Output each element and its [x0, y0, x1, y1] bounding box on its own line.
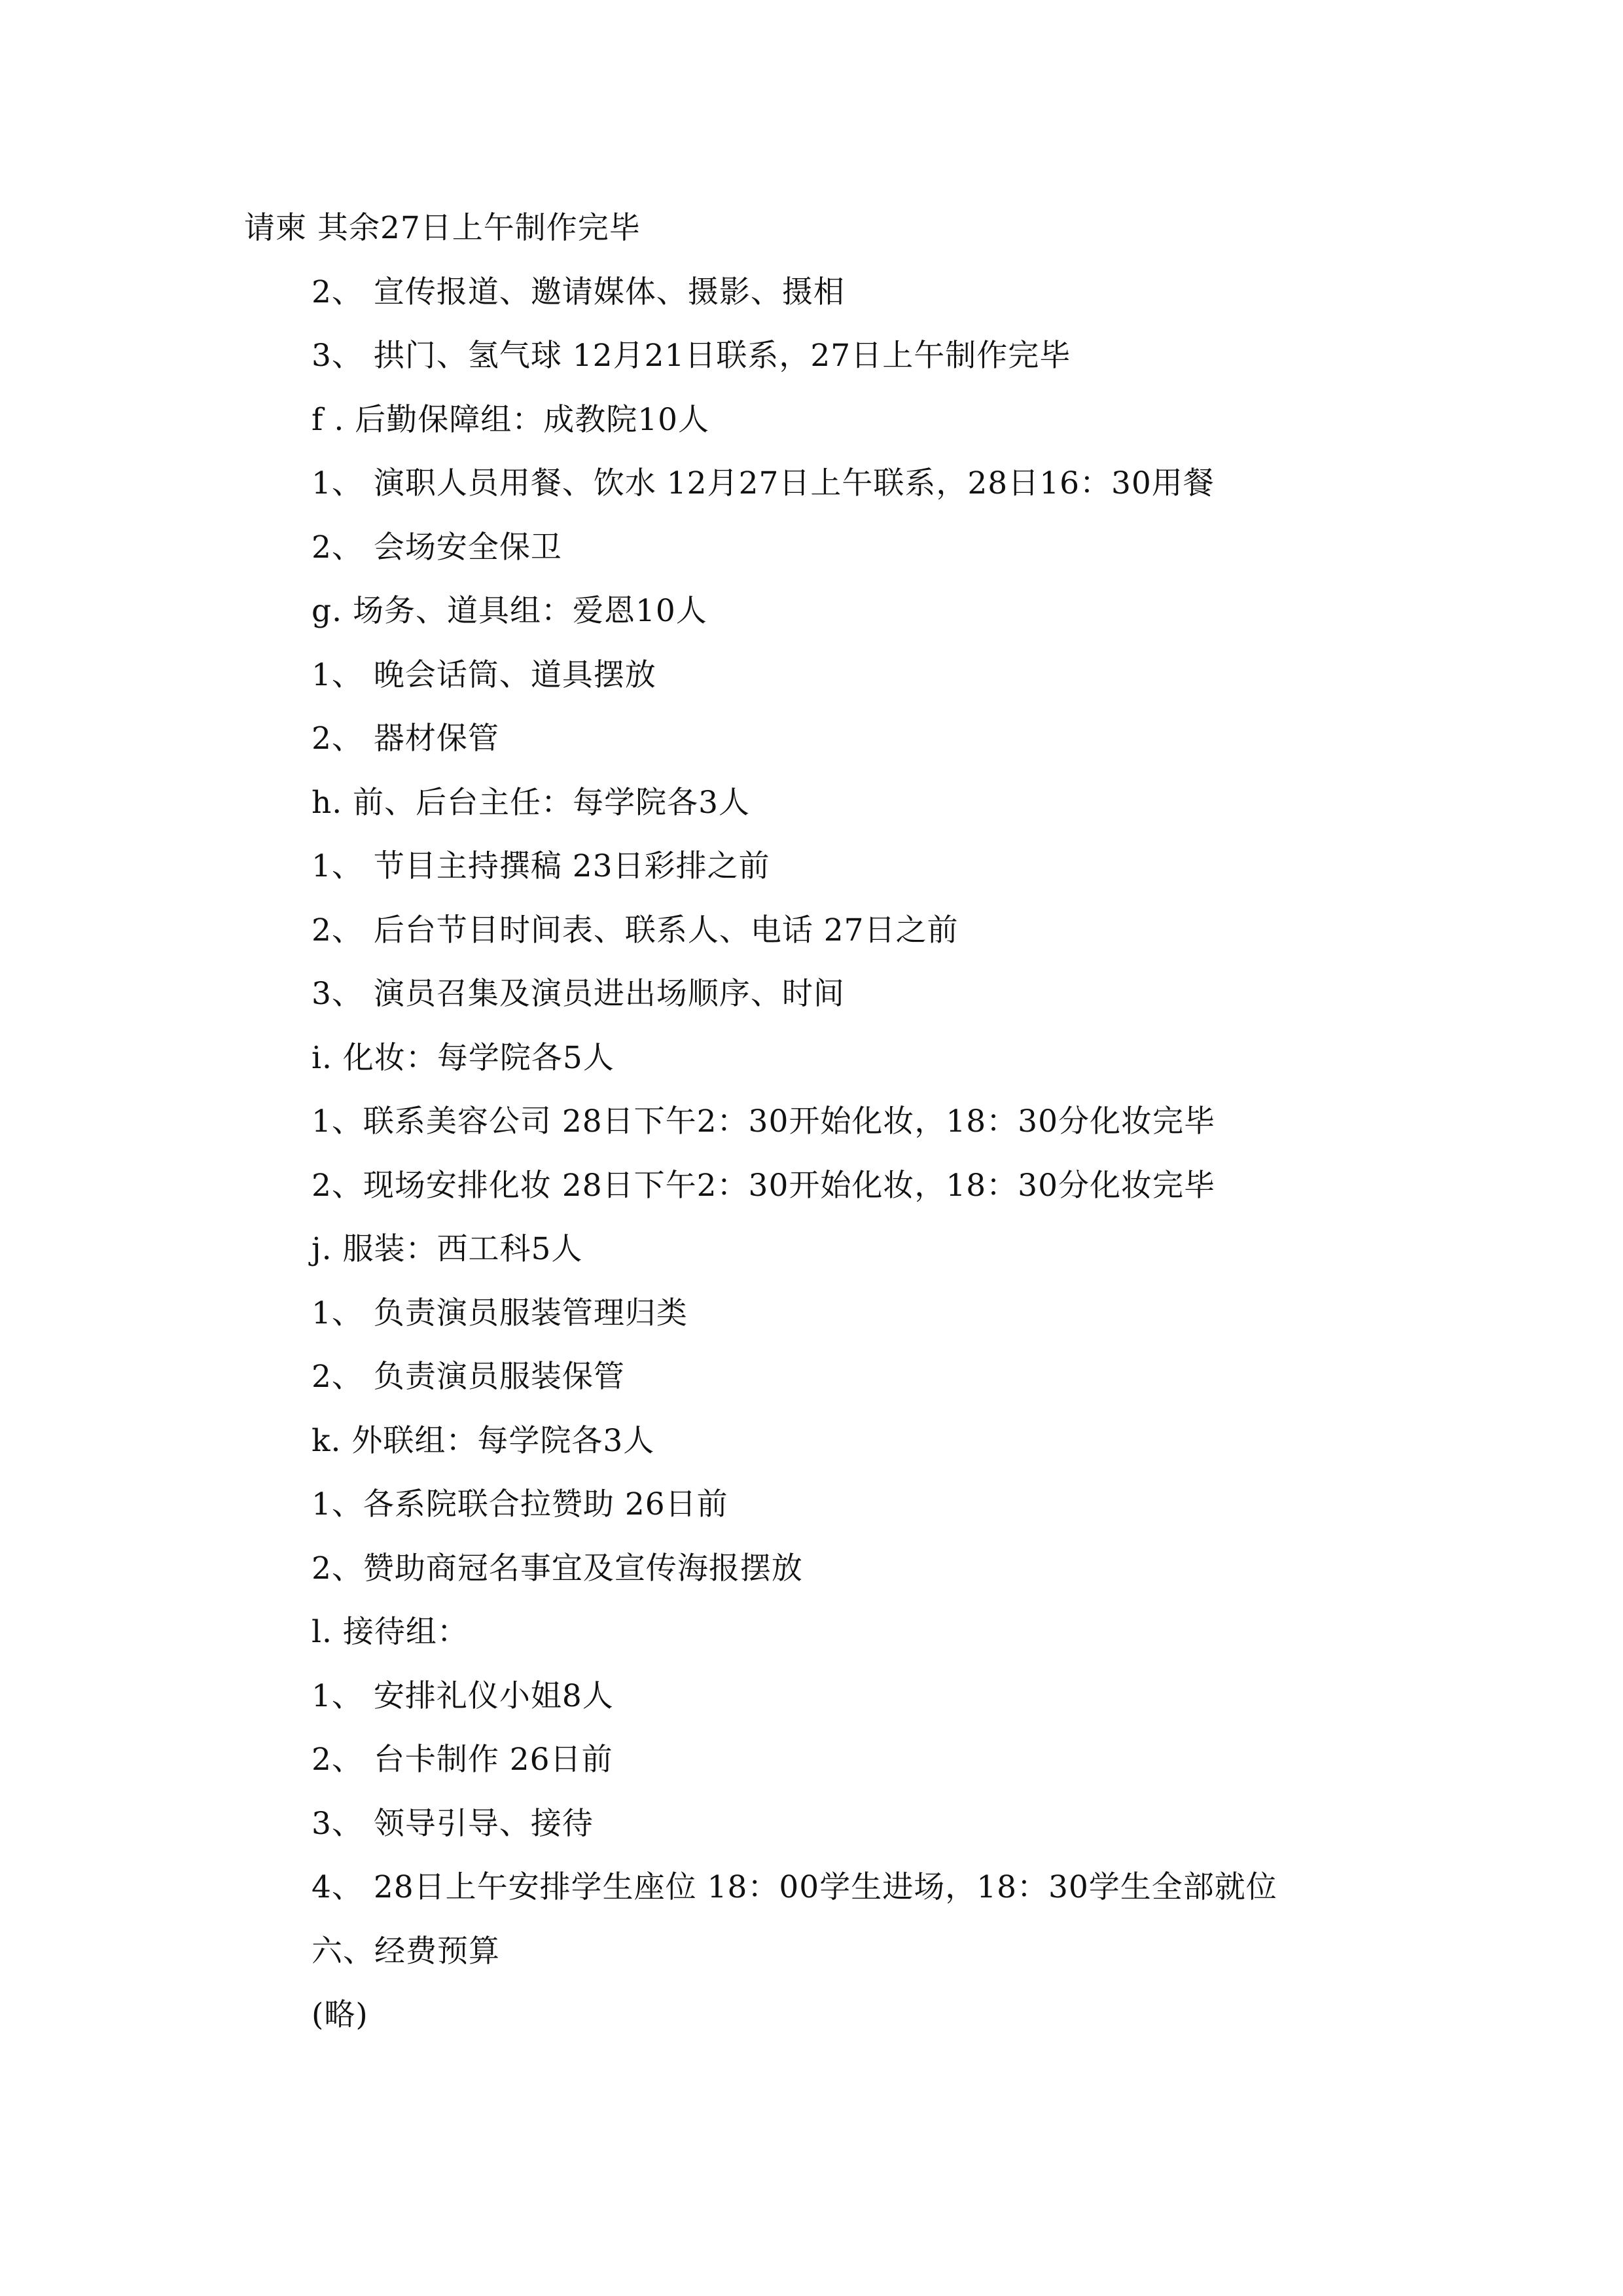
text-line-3: 3、 拱门、氢气球 12月21日联系，27日上午制作完毕 — [312, 338, 1071, 374]
section-heading-f: f . 后勤保障组：成教院10人 — [312, 401, 710, 438]
text-line-27: 4、 28日上午安排学生座位 18：00学生进场，18：30学生全部就位 — [312, 1869, 1277, 1905]
section-heading-l: l. 接待组： — [312, 1614, 469, 1650]
text-line-29: (略) — [312, 1997, 368, 2033]
text-line-21: 1、各系院联合拉赞助 26日前 — [312, 1486, 728, 1522]
section-heading-k: k. 外联组：每学院各3人 — [312, 1422, 655, 1459]
text-line-15: 1、联系美容公司 28日下午2：30开始化妆，18：30分化妆完毕 — [312, 1103, 1215, 1139]
text-line-11: 1、 节目主持撰稿 23日彩排之前 — [312, 848, 770, 884]
text-line-8: 1、 晚会话筒、道具摆放 — [312, 656, 656, 693]
text-line-26: 3、 领导引导、接待 — [312, 1805, 594, 1842]
section-heading-j: j. 服装：西工科5人 — [312, 1231, 583, 1267]
section-heading-i: i. 化妆：每学院各5人 — [312, 1039, 615, 1076]
text-line-5: 1、 演职人员用餐、饮水 12月27日上午联系，28日16：30用餐 — [312, 465, 1215, 501]
section-heading-h: h. 前、后台主任：每学院各3人 — [312, 784, 751, 821]
text-line-19: 2、 负责演员服装保管 — [312, 1359, 625, 1395]
text-line-24: 1、 安排礼仪小姐8人 — [312, 1677, 614, 1714]
text-line-18: 1、 负责演员服装管理归类 — [312, 1295, 688, 1331]
text-line-12: 2、 后台节目时间表、联系人、电话 27日之前 — [312, 912, 959, 948]
text-line-1: 请柬 其余27日上午制作完毕 — [244, 210, 641, 246]
text-line-2: 2、 宣传报道、邀请媒体、摄影、摄相 — [312, 274, 845, 310]
section-heading-budget: 六、经费预算 — [312, 1933, 500, 1969]
text-line-22: 2、赞助商冠名事宜及宣传海报摆放 — [312, 1550, 803, 1587]
document-body — [0, 196, 1623, 2047]
text-line-13: 3、 演员召集及演员进出场顺序、时间 — [312, 976, 845, 1012]
text-line-16: 2、现场安排化妆 28日下午2：30开始化妆，18：30分化妆完毕 — [312, 1167, 1215, 1204]
text-line-6: 2、 会场安全保卫 — [312, 529, 562, 565]
text-line-9: 2、 器材保管 — [312, 721, 499, 757]
text-line-25: 2、 台卡制作 26日前 — [312, 1742, 613, 1778]
section-heading-g: g. 场务、道具组：爱恩10人 — [312, 593, 707, 629]
